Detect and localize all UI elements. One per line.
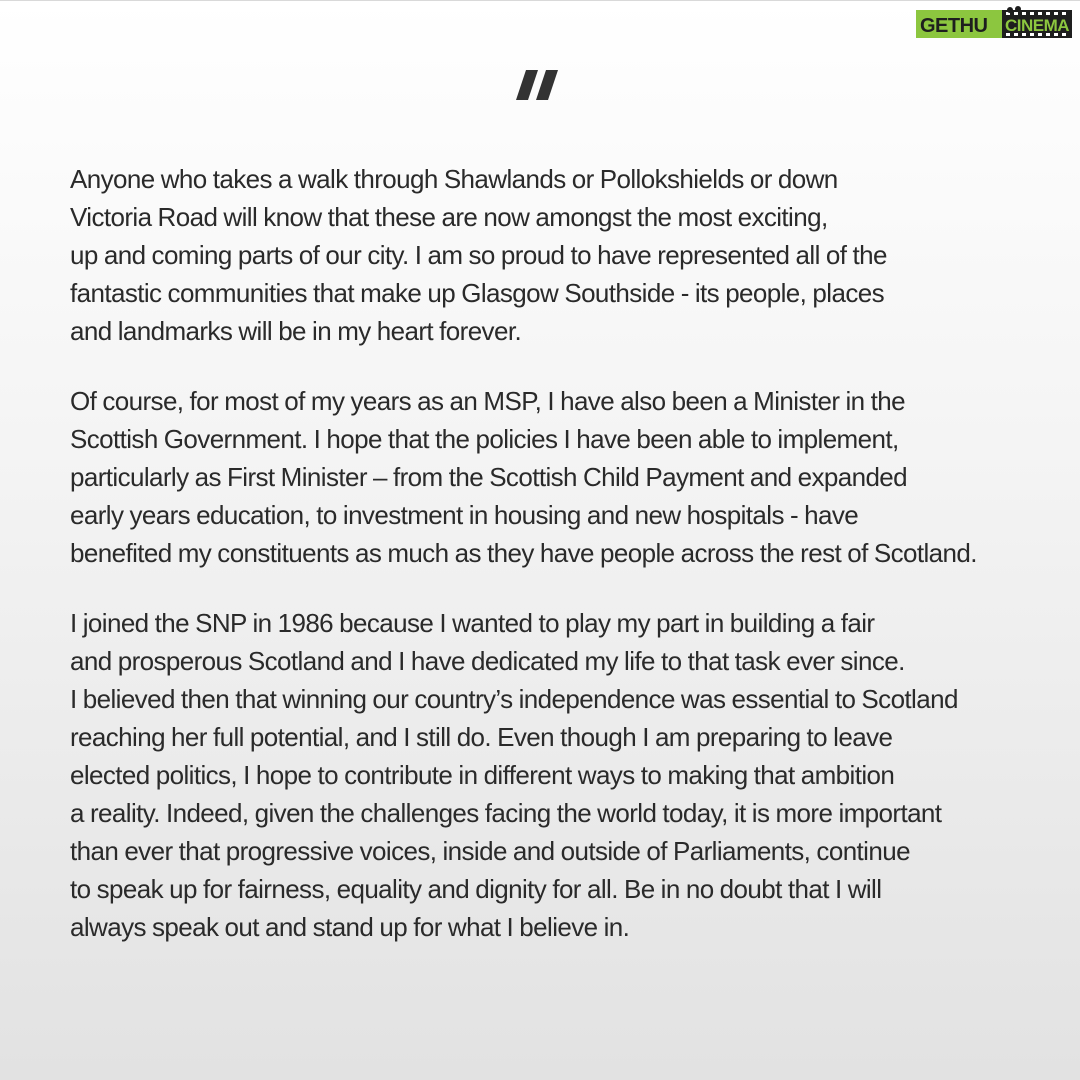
text-line: up and coming parts of our city. I am so proud to have represented all of the (70, 240, 887, 270)
text-line: I believed then that winning our country’s independence was essential to Scotland (70, 684, 958, 714)
text-line: I joined the SNP in 1986 because I wanted to play my part in building a fair (70, 608, 875, 638)
closing-quote-icon (514, 70, 564, 100)
text-line: particularly as First Minister – from the Scottish Child Payment and expanded (70, 462, 908, 492)
text-line: always speak out and stand up for what I believe in. (70, 912, 630, 942)
logo-text-cinema: CINEMA (1005, 16, 1070, 35)
text-line: a reality. Indeed, given the challenges facing the world today, it is more important (70, 798, 942, 828)
text-line: fantastic communities that make up Glasgow Southside - its people, places (70, 278, 884, 308)
gethu-cinema-logo (914, 6, 1074, 40)
paragraph-2 (70, 382, 1030, 572)
text-line: Anyone who takes a walk through Shawlands or Pollokshields or down (70, 164, 838, 194)
text-line: Of course, for most of my years as an MSP, I have also been a Minister in the (70, 386, 906, 416)
text-line: benefited my constituents as much as they have people across the rest of Scotland. (70, 538, 977, 568)
text-line: reaching her full potential, and I still do. Even though I am preparing to leave (70, 722, 893, 752)
paragraph-1 (70, 160, 1030, 350)
text-line: to speak up for fairness, equality and dignity for all. Be in no doubt that I will (70, 874, 882, 904)
text-line: than ever that progressive voices, inside and outside of Parliaments, continue (70, 836, 910, 866)
text-line: elected politics, I hope to contribute in different ways to making that ambition (70, 760, 895, 790)
text-line: Scottish Government. I hope that the policies I have been able to implement, (70, 424, 899, 454)
text-line: and landmarks will be in my heart forever. (70, 316, 522, 346)
text-line: early years education, to investment in housing and new hospitals - have (70, 500, 859, 530)
statement-body (70, 160, 1030, 978)
top-border (0, 0, 1080, 1)
paragraph-3 (70, 604, 1030, 946)
text-line: and prosperous Scotland and I have dedicated my life to that task ever since. (70, 646, 905, 676)
text-line: Victoria Road will know that these are now amongst the most exciting, (70, 202, 828, 232)
logo-text-gethu: GETHU (920, 15, 988, 37)
